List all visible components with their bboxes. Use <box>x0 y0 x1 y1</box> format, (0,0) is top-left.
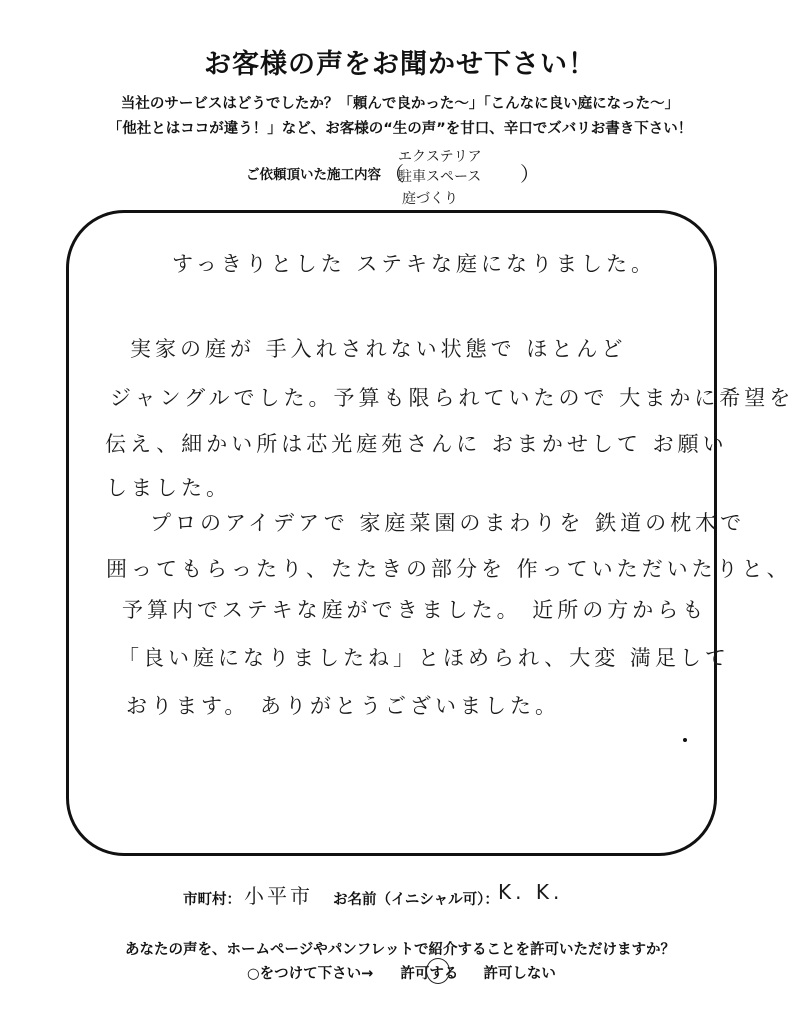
comment-line: プロのアイデアで 家庭菜園のまわりを 鉄道の枕木で <box>150 511 746 535</box>
city-label: 市町村： <box>183 892 241 908</box>
permission-option-allow-label: 許可する <box>400 966 459 982</box>
comment-line: ジャングルでした。予算も限られていたので 大まかに希望を <box>110 386 795 410</box>
comment-line: 「良い庭になりましたね」とほめられ、大変 満足して <box>118 646 730 670</box>
request-paren-open: （ <box>384 162 404 186</box>
name-value: K. K. <box>498 880 564 904</box>
request-item: エクステリア <box>398 149 482 165</box>
request-item: 駐車スペース <box>398 169 482 185</box>
city-value: 小平市 <box>244 884 313 908</box>
comment-line: 実家の庭が 手入れされない状態で ほとんど <box>130 337 627 361</box>
name-label: お名前（イニシャル可）： <box>333 892 499 908</box>
permission-question: あなたの声を、ホームページやパンフレットで紹介することを許可いただけますか？ <box>125 942 675 958</box>
request-item: 庭づくり <box>402 191 458 207</box>
permission-instruction: ○をつけて下さい→ <box>247 966 374 982</box>
comment-line: おります。 ありがとうございました。 <box>126 694 560 718</box>
comment-line: すっきりとした ステキな庭になりました。 <box>172 252 656 276</box>
request-paren-close: ） <box>520 162 540 186</box>
permission-option-allow[interactable] <box>400 962 458 983</box>
subtitle-line-2: 「他社とはココが違う！」など、お客様の“生の声”を甘口、辛口でズバリお書き下さい！ <box>107 121 693 137</box>
comment-line: 予算内でステキな庭ができました。 近所の方からも <box>122 598 708 622</box>
comment-line: 囲ってもらったり、たたきの部分を 作っていただいたりと、 <box>106 557 792 581</box>
permission-row <box>247 962 556 983</box>
ink-dot <box>683 738 687 742</box>
page-title: お客様の声をお聞かせ下さい！ <box>204 49 596 80</box>
comment-line: しました。 <box>106 476 231 500</box>
subtitle-line-1: 当社のサービスはどうでしたか？「頼んで良かった～」「こんなに良い庭になった～」 <box>120 96 680 112</box>
comment-line: 伝え、細かい所は芯光庭苑さんに おまかせして お願い <box>105 432 728 456</box>
permission-option-deny[interactable]: 許可しない <box>483 966 556 982</box>
request-label: ご依頼頂いた施工内容 <box>246 167 381 183</box>
